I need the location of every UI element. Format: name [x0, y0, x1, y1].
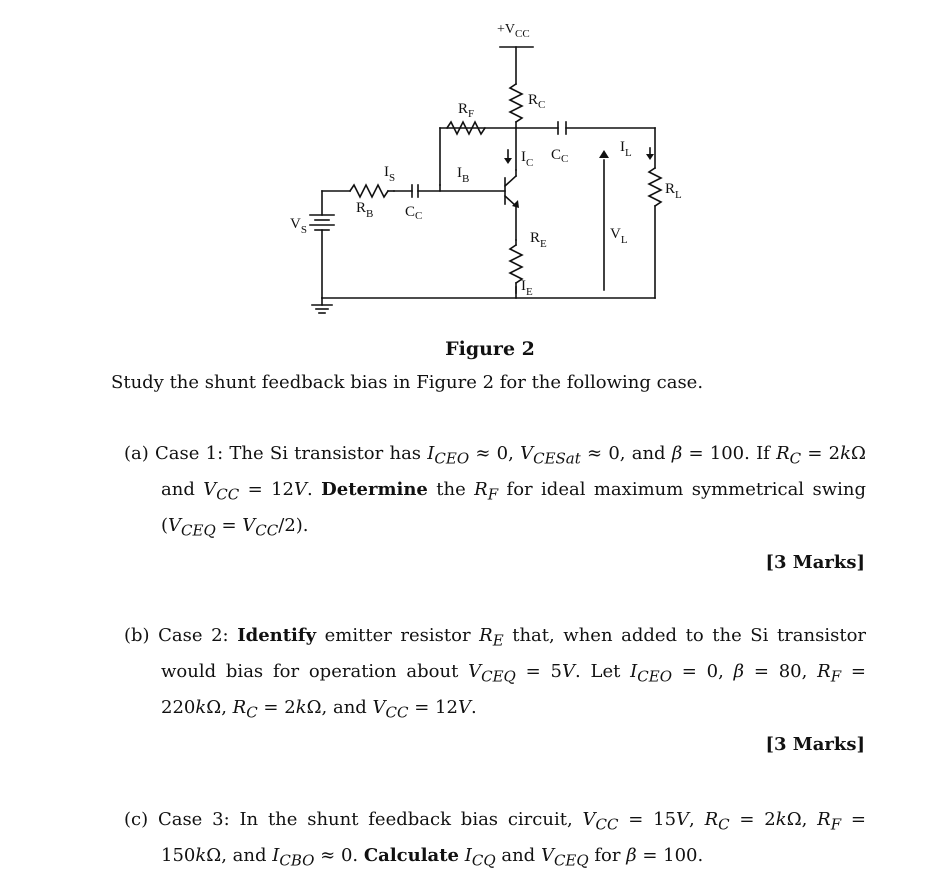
question-a-marks: [3 Marks] [765, 552, 865, 573]
question-c-line-2: 150kΩ, and $I_{CBO} \approx 0$. Calculate $I_{CQ}$ and $V_{CEQ}$ for β = 100. [161, 845, 704, 870]
rf-label: $R_F$ [458, 101, 475, 120]
ic-label: $I_C$ [521, 149, 534, 169]
il-arrow-head [646, 154, 654, 160]
question-b-line-3: 220kΩ, $R_C = 2k\Omega$, and $V_{CC} = 12V$. [161, 697, 477, 722]
question-c [124, 802, 866, 874]
question-a-line-3: $(V_{CEQ} = V_{CC}/2)$. [161, 515, 309, 540]
rl-resistor [649, 168, 661, 206]
question-a-line-1: (a) Case 1: The Si transistor has $I_{CEO} \approx 0$, $V_{CESat} \approx 0$, and β = 100. If $R_C = 2k\Omega$ [124, 443, 866, 468]
ic-arrow-head [504, 158, 512, 164]
question-b [124, 618, 866, 726]
question-a [124, 436, 866, 544]
is-label: $I_S$ [384, 164, 396, 184]
question-c-line-1: (c) Case 3: In the shunt feedback bias circuit, $V_{CC} = 15V$, $R_C = 2k\Omega$, $R_F$ = [124, 809, 867, 834]
cc-in-label: $C_C$ [405, 204, 423, 222]
vcc-label: $+V_{CC}$ [497, 22, 530, 40]
ie-label: $I_E$ [521, 278, 533, 298]
vs-label: $V_S$ [290, 216, 307, 236]
vl-arrow-head [599, 150, 609, 158]
rc-resistor [510, 84, 522, 122]
rc-label: $R_C$ [528, 92, 546, 111]
re-label: $R_E$ [530, 230, 547, 250]
ib-label: $I_B$ [457, 165, 470, 185]
figure-caption: Figure 2 [445, 338, 535, 360]
cc-out-label: $C_C$ [551, 147, 569, 165]
rl-label: $R_L$ [665, 181, 682, 201]
rb-label: $R_B$ [356, 200, 374, 220]
il-label: $I_L$ [620, 139, 632, 159]
intro-text: Study the shunt feedback bias in Figure 2 for the following case. [111, 372, 704, 393]
question-a-line-2: and $V_{CC} = 12V$. Determine the $R_F$ for ideal maximum symmetrical swing [161, 479, 866, 504]
shunt-feedback-circuit [0, 0, 937, 340]
question-b-marks: [3 Marks] [765, 734, 865, 755]
vl-label: $V_L$ [610, 226, 628, 246]
question-b-line-1: (b) Case 2: Identify emitter resistor $R_E$ that, when added to the Si transistor [124, 625, 867, 650]
rb-resistor [350, 185, 388, 197]
question-b-line-2: would bias for operation about $V_{CEQ} = 5V$. Let $I_{CEO} = 0$, β = 80, $R_F$ = [161, 661, 866, 686]
